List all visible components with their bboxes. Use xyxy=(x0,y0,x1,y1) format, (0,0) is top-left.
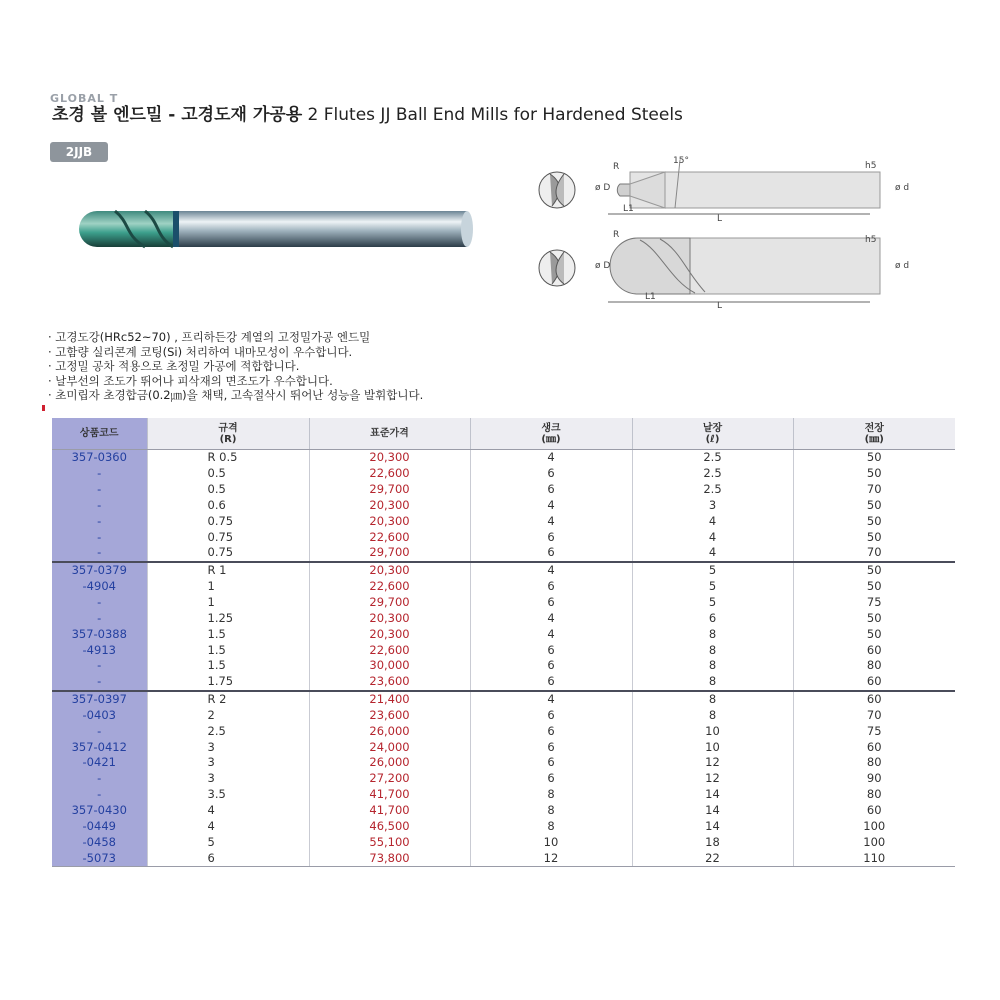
cell-size: 1.75 xyxy=(147,674,309,691)
table-row xyxy=(52,610,955,626)
cell-overall-length: 50 xyxy=(793,579,955,595)
cell-price: 29,700 xyxy=(309,595,470,611)
label-dia-d-top: ø d xyxy=(895,183,910,193)
cell-shank: 6 xyxy=(470,755,632,771)
cell-overall-length: 50 xyxy=(793,562,955,579)
cell-product-code: 357-0430 xyxy=(52,803,147,819)
specification-table xyxy=(52,418,955,867)
table-row xyxy=(52,708,955,724)
cell-flute-length: 22 xyxy=(632,850,793,866)
cell-overall-length: 75 xyxy=(793,595,955,611)
cell-shank: 4 xyxy=(470,513,632,529)
table-row xyxy=(52,787,955,803)
cell-product-code: - xyxy=(52,723,147,739)
cell-overall-length: 80 xyxy=(793,787,955,803)
cell-flute-length: 6 xyxy=(632,610,793,626)
title-korean: 초경 볼 엔드밀 - 고경도재 가공용 xyxy=(52,105,303,125)
cell-size: 0.5 xyxy=(147,482,309,498)
cell-overall-length: 100 xyxy=(793,818,955,834)
cell-price: 41,700 xyxy=(309,803,470,819)
red-marker xyxy=(42,405,45,411)
tool-side-view-large xyxy=(610,238,880,294)
cell-flute-length: 12 xyxy=(632,755,793,771)
cell-size: R 1 xyxy=(147,562,309,579)
table-row xyxy=(52,691,955,708)
feature-item: · 날부선의 조도가 뛰어나 피삭재의 면조도가 우수합니다. xyxy=(48,373,333,388)
cell-shank: 6 xyxy=(470,545,632,562)
table-row xyxy=(52,755,955,771)
cell-overall-length: 50 xyxy=(793,626,955,642)
cell-flute-length: 2.5 xyxy=(632,450,793,466)
table-row xyxy=(52,834,955,850)
label-radius-bottom: R xyxy=(613,230,620,240)
cell-shank: 4 xyxy=(470,562,632,579)
cell-product-code: -4913 xyxy=(52,642,147,658)
feature-item: · 초미립자 초경합금(0.2㎛)을 채택, 고속절삭시 뛰어난 성능을 발휘합니다. xyxy=(48,388,424,402)
cell-product-code: - xyxy=(52,529,147,545)
cell-shank: 8 xyxy=(470,787,632,803)
cell-product-code: - xyxy=(52,674,147,691)
cell-flute-length: 8 xyxy=(632,658,793,674)
cell-shank: 4 xyxy=(470,450,632,466)
cell-product-code: -4904 xyxy=(52,579,147,595)
cell-overall-length: 60 xyxy=(793,803,955,819)
cell-shank: 6 xyxy=(470,529,632,545)
cell-flute-length: 5 xyxy=(632,595,793,611)
cell-overall-length: 50 xyxy=(793,529,955,545)
cell-price: 27,200 xyxy=(309,771,470,787)
feature-list xyxy=(48,330,423,403)
cell-shank: 4 xyxy=(470,610,632,626)
cell-product-code: - xyxy=(52,595,147,611)
cell-shank: 6 xyxy=(470,674,632,691)
cell-shank: 6 xyxy=(470,579,632,595)
cell-size: 1.5 xyxy=(147,626,309,642)
cell-size: 6 xyxy=(147,850,309,866)
cell-product-code: - xyxy=(52,658,147,674)
cell-flute-length: 4 xyxy=(632,529,793,545)
table-row xyxy=(52,658,955,674)
cell-overall-length: 50 xyxy=(793,498,955,514)
cell-overall-length: 70 xyxy=(793,482,955,498)
cell-shank: 10 xyxy=(470,834,632,850)
cell-product-code: - xyxy=(52,545,147,562)
cell-overall-length: 60 xyxy=(793,674,955,691)
cell-product-code: -0449 xyxy=(52,818,147,834)
label-L-bottom: L xyxy=(717,301,723,311)
cell-shank: 4 xyxy=(470,691,632,708)
table-row xyxy=(52,579,955,595)
cell-flute-length: 14 xyxy=(632,787,793,803)
cell-shank: 6 xyxy=(470,708,632,724)
feature-item: · 고정밀 공차 적용으로 초정밀 가공에 적합합니다. xyxy=(48,359,300,373)
cell-shank: 4 xyxy=(470,498,632,514)
cell-flute-length: 14 xyxy=(632,818,793,834)
series-badge: 2JJB xyxy=(50,142,108,162)
cell-overall-length: 50 xyxy=(793,466,955,482)
table-row xyxy=(52,674,955,691)
table-header-row xyxy=(52,418,955,450)
cell-overall-length: 70 xyxy=(793,545,955,562)
label-L1-bottom: L1 xyxy=(645,292,656,302)
cell-shank: 6 xyxy=(470,466,632,482)
cell-price: 55,100 xyxy=(309,834,470,850)
cell-product-code: - xyxy=(52,610,147,626)
table-row xyxy=(52,545,955,562)
cell-size: R 2 xyxy=(147,691,309,708)
cell-flute-length: 3 xyxy=(632,498,793,514)
cell-price: 20,300 xyxy=(309,626,470,642)
table-row xyxy=(52,450,955,466)
cell-price: 22,600 xyxy=(309,529,470,545)
cell-size: 1 xyxy=(147,595,309,611)
cell-flute-length: 8 xyxy=(632,642,793,658)
col-header-price: 표준가격 xyxy=(309,418,470,450)
cell-product-code: 357-0360 xyxy=(52,450,147,466)
ball-end-mill-photo xyxy=(75,205,475,253)
cell-overall-length: 75 xyxy=(793,723,955,739)
cell-shank: 6 xyxy=(470,739,632,755)
cell-flute-length: 8 xyxy=(632,626,793,642)
cell-shank: 8 xyxy=(470,818,632,834)
cell-shank: 6 xyxy=(470,723,632,739)
cell-size: 2 xyxy=(147,708,309,724)
cell-size: 3.5 xyxy=(147,787,309,803)
label-dia-d-bottom: ø d xyxy=(895,261,910,271)
cell-overall-length: 90 xyxy=(793,771,955,787)
cell-overall-length: 110 xyxy=(793,850,955,866)
table-row xyxy=(52,803,955,819)
table-row xyxy=(52,723,955,739)
cell-flute-length: 14 xyxy=(632,803,793,819)
cell-price: 30,000 xyxy=(309,658,470,674)
cell-price: 22,600 xyxy=(309,579,470,595)
cell-product-code: 357-0388 xyxy=(52,626,147,642)
cell-size: 3 xyxy=(147,771,309,787)
cell-price: 22,600 xyxy=(309,466,470,482)
cell-flute-length: 10 xyxy=(632,723,793,739)
table-row xyxy=(52,513,955,529)
cell-size: 1.5 xyxy=(147,642,309,658)
cell-product-code: -0421 xyxy=(52,755,147,771)
table-row xyxy=(52,482,955,498)
cell-price: 24,000 xyxy=(309,739,470,755)
cell-product-code: 357-0379 xyxy=(52,562,147,579)
cell-size: R 0.5 xyxy=(147,450,309,466)
cell-size: 0.75 xyxy=(147,545,309,562)
cell-size: 0.75 xyxy=(147,529,309,545)
cell-product-code: 357-0397 xyxy=(52,691,147,708)
label-radius-top: R xyxy=(613,162,620,172)
cell-overall-length: 60 xyxy=(793,691,955,708)
cell-shank: 6 xyxy=(470,595,632,611)
cell-size: 5 xyxy=(147,834,309,850)
cell-price: 20,300 xyxy=(309,610,470,626)
table-row xyxy=(52,642,955,658)
cell-size: 4 xyxy=(147,818,309,834)
table-row xyxy=(52,626,955,642)
cell-shank: 6 xyxy=(470,658,632,674)
cell-overall-length: 50 xyxy=(793,450,955,466)
cell-flute-length: 5 xyxy=(632,579,793,595)
cell-shank: 4 xyxy=(470,626,632,642)
cell-overall-length: 60 xyxy=(793,739,955,755)
cell-price: 20,300 xyxy=(309,450,470,466)
cell-size: 1.5 xyxy=(147,658,309,674)
cell-price: 29,700 xyxy=(309,482,470,498)
cell-product-code: - xyxy=(52,771,147,787)
cell-overall-length: 50 xyxy=(793,513,955,529)
cell-flute-length: 4 xyxy=(632,513,793,529)
cell-flute-length: 18 xyxy=(632,834,793,850)
cell-size: 1.25 xyxy=(147,610,309,626)
cell-size: 3 xyxy=(147,755,309,771)
cell-price: 20,300 xyxy=(309,498,470,514)
technical-drawing xyxy=(520,150,920,325)
label-dia-D-top: ø D xyxy=(595,183,611,193)
cell-size: 0.5 xyxy=(147,466,309,482)
col-header-flute-length: 날장 (ℓ) xyxy=(632,418,793,450)
cell-product-code: -5073 xyxy=(52,850,147,866)
cell-size: 4 xyxy=(147,803,309,819)
table-row xyxy=(52,466,955,482)
cell-overall-length: 50 xyxy=(793,610,955,626)
cell-price: 23,600 xyxy=(309,674,470,691)
table-row xyxy=(52,529,955,545)
cell-price: 26,000 xyxy=(309,755,470,771)
cell-product-code: - xyxy=(52,787,147,803)
cell-price: 73,800 xyxy=(309,850,470,866)
cell-product-code: 357-0412 xyxy=(52,739,147,755)
table-row xyxy=(52,850,955,866)
col-header-code: 상품코드 xyxy=(52,418,147,450)
table-row xyxy=(52,771,955,787)
cell-size: 0.6 xyxy=(147,498,309,514)
cell-price: 29,700 xyxy=(309,545,470,562)
title-english: 2 Flutes JJ Ball End Mills for Hardened Steels xyxy=(307,105,683,125)
tool-side-view-small xyxy=(617,160,880,208)
label-h5-bottom: h5 xyxy=(865,235,877,245)
cell-price: 21,400 xyxy=(309,691,470,708)
cell-flute-length: 5 xyxy=(632,562,793,579)
cell-price: 20,300 xyxy=(309,513,470,529)
cell-overall-length: 80 xyxy=(793,658,955,674)
table-row xyxy=(52,498,955,514)
label-dia-D-bottom: ø D xyxy=(595,261,611,271)
cell-price: 20,300 xyxy=(309,562,470,579)
table-row xyxy=(52,595,955,611)
end-view-top xyxy=(539,172,575,208)
feature-item: · 고경도강(HRc52~70) , 프리하든강 계열의 고정밀가공 엔드밀 xyxy=(48,330,371,344)
cell-flute-length: 2.5 xyxy=(632,482,793,498)
cell-overall-length: 60 xyxy=(793,642,955,658)
cell-product-code: - xyxy=(52,482,147,498)
table-row xyxy=(52,562,955,579)
cell-flute-length: 8 xyxy=(632,674,793,691)
cell-flute-length: 8 xyxy=(632,708,793,724)
cell-product-code: -0403 xyxy=(52,708,147,724)
col-header-overall-length: 전장 (㎜) xyxy=(793,418,955,450)
cell-shank: 6 xyxy=(470,771,632,787)
cell-shank: 6 xyxy=(470,482,632,498)
col-header-shank: 생크 (㎜) xyxy=(470,418,632,450)
cell-shank: 6 xyxy=(470,642,632,658)
cell-flute-length: 2.5 xyxy=(632,466,793,482)
cell-size: 0.75 xyxy=(147,513,309,529)
label-L1-top: L1 xyxy=(623,204,634,214)
cell-flute-length: 8 xyxy=(632,691,793,708)
cell-product-code: -0458 xyxy=(52,834,147,850)
label-h5-top: h5 xyxy=(865,161,877,171)
cell-price: 22,600 xyxy=(309,642,470,658)
cell-overall-length: 100 xyxy=(793,834,955,850)
cell-price: 41,700 xyxy=(309,787,470,803)
cell-shank: 8 xyxy=(470,803,632,819)
cell-product-code: - xyxy=(52,498,147,514)
cell-flute-length: 10 xyxy=(632,739,793,755)
label-angle: 15° xyxy=(673,156,689,166)
cell-price: 46,500 xyxy=(309,818,470,834)
end-view-bottom xyxy=(539,250,575,286)
cell-shank: 12 xyxy=(470,850,632,866)
table-row xyxy=(52,739,955,755)
label-L-top: L xyxy=(717,214,723,224)
page-title xyxy=(52,100,683,125)
cell-size: 1 xyxy=(147,579,309,595)
brand-logo: GLOBAL T xyxy=(50,92,119,105)
cell-price: 23,600 xyxy=(309,708,470,724)
col-header-size: 규격 (R) xyxy=(147,418,309,450)
cell-product-code: - xyxy=(52,466,147,482)
cell-flute-length: 12 xyxy=(632,771,793,787)
cell-size: 2.5 xyxy=(147,723,309,739)
feature-item: · 고함량 실리콘계 코팅(Si) 처리하여 내마모성이 우수합니다. xyxy=(48,344,353,359)
cell-flute-length: 4 xyxy=(632,545,793,562)
cell-size: 3 xyxy=(147,739,309,755)
cell-overall-length: 80 xyxy=(793,755,955,771)
cell-price: 26,000 xyxy=(309,723,470,739)
cell-overall-length: 70 xyxy=(793,708,955,724)
table-row xyxy=(52,818,955,834)
cell-product-code: - xyxy=(52,513,147,529)
